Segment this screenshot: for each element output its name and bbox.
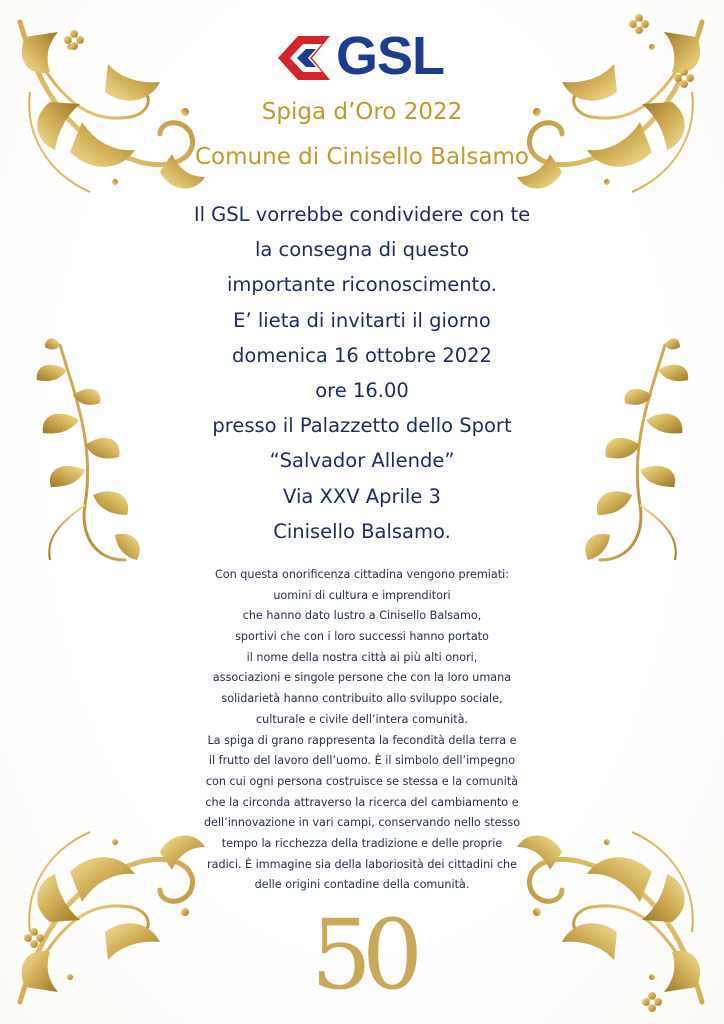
invitation-line: ore 16.00 (315, 378, 409, 402)
description-line: dell’innovazione in vari campi, conservando nello stesso (203, 816, 521, 830)
anniversary-number: 50 (310, 899, 414, 1011)
invitation-line: presso il Palazzetto dello Sport (212, 414, 512, 438)
invitation-text (140, 197, 584, 549)
description-line: che la circonda attraverso la ricerca del cambiamento e (205, 795, 519, 809)
description-line: delle origini contadine della comunità. (254, 878, 470, 892)
description-text (170, 565, 554, 896)
event-subtitle: Comune di Cinisello Balsamo (195, 144, 529, 170)
gsl-logo (272, 26, 462, 86)
description-line: il nome della nostra città ai più alti onori, (246, 650, 478, 664)
description-line: uomini di cultura e imprenditori (273, 588, 451, 602)
flower-icon (640, 990, 664, 1014)
description-line: Con questa onorificenza cittadina vengono premiati: (214, 568, 510, 581)
gsl-logo-text: GSL (336, 26, 445, 86)
description-line: culturale e civile dell’intera comunità. (255, 712, 469, 726)
description-line: radici. È immagine sia della laboriosità dei cittadini che (207, 857, 517, 871)
description-line: con cui ogni persona costruisce se stessa e la comunità (205, 774, 519, 788)
description-line: associazioni e singole persone che con la loro umana (212, 671, 512, 685)
invitation-line: E’ lieta di invitarti il giorno (233, 308, 491, 332)
invitation-line: domenica 16 ottobre 2022 (232, 343, 492, 367)
leaf-branch-left-icon (25, 335, 155, 570)
event-title: Spiga d’Oro 2022 (261, 99, 463, 125)
invitation-line: “Salvador Allende” (269, 449, 455, 473)
description-line: il frutto del lavoro dell’uomo. È il simbolo dell’impegno (208, 754, 516, 768)
flower-icon (672, 66, 696, 90)
description-line: sportivi che con i loro successi hanno portato (235, 630, 489, 644)
description-line: solidarietà hanno contribuito allo sviluppo sociale, (221, 692, 503, 706)
description-line: che hanno dato lustro a Cinisello Balsamo, (242, 609, 482, 623)
flower-icon (22, 926, 46, 950)
gsl-logo-mark-icon (272, 30, 336, 86)
invitation-line: Via XXV Aprile 3 (283, 484, 441, 508)
invitation-line: Cinisello Balsamo. (273, 519, 451, 543)
flower-icon (62, 28, 86, 52)
flower-icon (627, 12, 651, 36)
invitation-line: importante riconoscimento. (227, 273, 497, 297)
invitation-line: la consegna di questo (254, 238, 470, 262)
invitation-line: Il GSL vorrebbe condividere con te (193, 203, 531, 226)
description-line: La spiga di grano rappresenta la fecondità della terra e (207, 733, 517, 747)
leaf-branch-right-icon (570, 335, 700, 570)
description-line: tempo la ricchezza della tradizione e delle proprie (221, 836, 503, 850)
